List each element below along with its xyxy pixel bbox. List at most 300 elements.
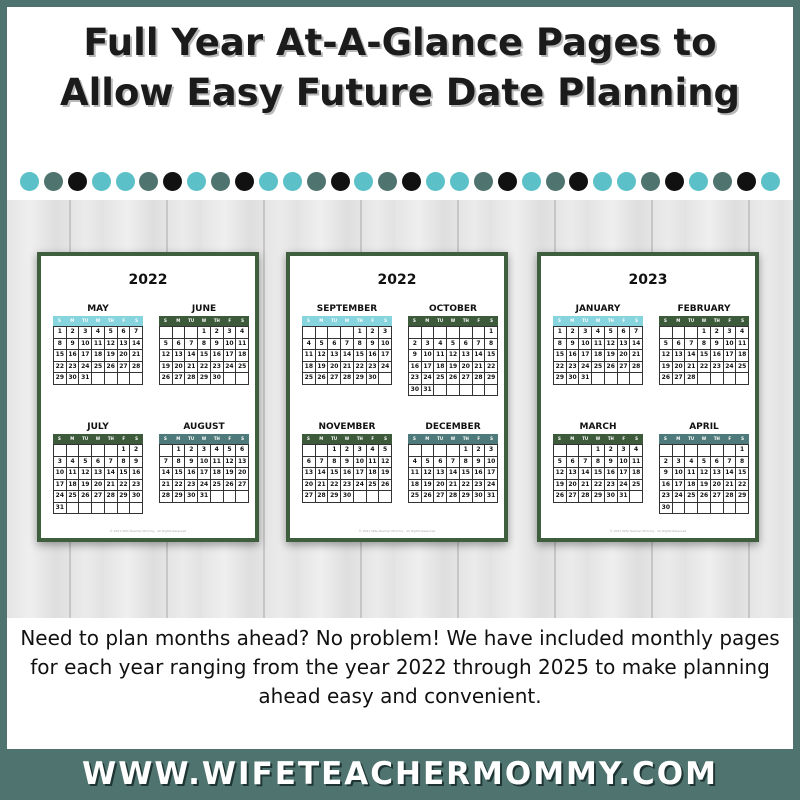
date-cell: 20 xyxy=(567,480,580,492)
weekday-label: W xyxy=(95,318,101,323)
date-cell: 14 xyxy=(724,468,737,480)
date-cell: 9 xyxy=(409,350,422,362)
date-cell: 8 xyxy=(118,457,131,469)
calendar-year: 2022 xyxy=(128,272,168,288)
date-cell: 23 xyxy=(367,362,380,374)
date-cell: 17 xyxy=(579,350,592,362)
date-cell: 7 xyxy=(630,327,643,339)
date-cell xyxy=(660,327,673,339)
date-cell: 13 xyxy=(673,350,686,362)
date-cell: 5 xyxy=(379,445,392,457)
weekday-label: TH xyxy=(107,436,114,441)
weekday-label: M xyxy=(70,318,75,323)
date-cell: 26 xyxy=(660,373,673,385)
date-cell xyxy=(224,373,237,385)
date-cell xyxy=(92,373,105,385)
month-name: MAY xyxy=(87,304,109,314)
date-cell: 18 xyxy=(236,350,249,362)
date-cell: 6 xyxy=(434,457,447,469)
date-cell: 19 xyxy=(698,480,711,492)
date-cell xyxy=(379,373,392,385)
date-cell: 14 xyxy=(316,468,329,480)
date-cell: 18 xyxy=(92,350,105,362)
date-cell: 18 xyxy=(211,468,224,480)
weekday-label: S xyxy=(557,436,561,441)
date-cell xyxy=(354,491,367,503)
date-cell xyxy=(736,503,749,515)
date-cell: 2 xyxy=(605,445,618,457)
date-cell: 17 xyxy=(198,468,211,480)
date-cell: 26 xyxy=(224,480,237,492)
date-cell: 22 xyxy=(460,480,473,492)
date-cell: 9 xyxy=(605,457,618,469)
date-cell: 22 xyxy=(354,362,367,374)
date-cell xyxy=(422,327,435,339)
date-cell: 24 xyxy=(198,480,211,492)
date-cell: 23 xyxy=(567,362,580,374)
month-name: DECEMBER xyxy=(425,422,481,432)
decorative-dot xyxy=(283,172,302,191)
decorative-dot xyxy=(498,172,517,191)
date-cell: 22 xyxy=(485,362,498,374)
date-cell: 25 xyxy=(630,480,643,492)
date-cell: 30 xyxy=(211,373,224,385)
date-cell: 7 xyxy=(685,339,698,351)
date-cell xyxy=(67,445,80,457)
wood-background xyxy=(7,200,793,618)
date-grid xyxy=(159,444,249,503)
date-cell: 24 xyxy=(224,362,237,374)
date-cell: 29 xyxy=(173,491,186,503)
date-cell xyxy=(224,491,237,503)
date-cell xyxy=(211,491,224,503)
month-calendar xyxy=(53,302,143,385)
date-cell: 19 xyxy=(79,480,92,492)
date-grid xyxy=(659,444,749,514)
date-grid xyxy=(302,326,392,385)
date-cell: 6 xyxy=(673,339,686,351)
weekday-label: TH xyxy=(607,318,614,323)
weekday-label: F xyxy=(228,318,232,323)
date-cell: 21 xyxy=(685,362,698,374)
date-cell xyxy=(447,445,460,457)
date-cell: 15 xyxy=(354,350,367,362)
weekday-label: F xyxy=(622,436,626,441)
date-cell: 28 xyxy=(473,373,486,385)
date-cell xyxy=(434,445,447,457)
date-cell: 24 xyxy=(79,362,92,374)
date-cell: 26 xyxy=(79,491,92,503)
weekday-label: TH xyxy=(462,436,469,441)
weekday-label: F xyxy=(622,318,626,323)
date-grid xyxy=(159,326,249,385)
date-cell: 30 xyxy=(185,491,198,503)
date-cell: 12 xyxy=(447,350,460,362)
date-cell: 21 xyxy=(473,362,486,374)
date-cell xyxy=(660,445,673,457)
date-cell: 21 xyxy=(160,480,173,492)
decorative-dot xyxy=(235,172,254,191)
date-cell: 16 xyxy=(605,468,618,480)
date-cell: 12 xyxy=(105,339,118,351)
date-cell: 4 xyxy=(92,327,105,339)
date-cell xyxy=(160,327,173,339)
date-cell xyxy=(673,327,686,339)
date-cell: 3 xyxy=(79,327,92,339)
date-cell: 29 xyxy=(328,491,341,503)
date-cell: 19 xyxy=(660,362,673,374)
date-cell: 28 xyxy=(630,362,643,374)
date-cell: 27 xyxy=(173,373,186,385)
date-cell: 20 xyxy=(303,480,316,492)
month-calendar xyxy=(659,420,749,514)
date-cell: 14 xyxy=(447,468,460,480)
weekday-header xyxy=(53,316,143,326)
page-footnote: © 2021 Wife Teacher Mommy · All Rights Reserved xyxy=(358,529,436,533)
decorative-dot xyxy=(378,172,397,191)
date-cell: 11 xyxy=(236,339,249,351)
date-cell: 11 xyxy=(685,468,698,480)
date-cell: 14 xyxy=(341,350,354,362)
weekday-label: S xyxy=(163,436,167,441)
date-cell: 17 xyxy=(79,350,92,362)
weekday-label: W xyxy=(595,436,601,441)
decorative-dot xyxy=(139,172,158,191)
date-cell: 19 xyxy=(224,468,237,480)
date-cell: 31 xyxy=(79,373,92,385)
date-cell: 29 xyxy=(198,373,211,385)
date-cell: 25 xyxy=(409,491,422,503)
weekday-label: S xyxy=(412,318,416,323)
date-cell: 21 xyxy=(316,480,329,492)
date-grid xyxy=(53,326,143,385)
date-cell: 11 xyxy=(409,468,422,480)
date-cell: 13 xyxy=(711,468,724,480)
date-cell: 21 xyxy=(185,362,198,374)
date-cell: 7 xyxy=(473,339,486,351)
date-cell: 13 xyxy=(460,350,473,362)
date-cell: 15 xyxy=(328,468,341,480)
weekday-label: TU xyxy=(82,436,89,441)
date-cell xyxy=(724,445,737,457)
weekday-label: S xyxy=(163,318,167,323)
date-cell: 10 xyxy=(354,457,367,469)
date-cell xyxy=(630,491,643,503)
date-cell: 22 xyxy=(592,480,605,492)
date-cell: 13 xyxy=(173,350,186,362)
date-cell: 17 xyxy=(54,480,67,492)
date-cell: 19 xyxy=(554,480,567,492)
date-cell: 2 xyxy=(130,445,143,457)
date-cell: 7 xyxy=(130,327,143,339)
date-cell: 13 xyxy=(236,457,249,469)
date-cell: 6 xyxy=(460,339,473,351)
date-cell: 19 xyxy=(316,362,329,374)
date-cell: 14 xyxy=(685,350,698,362)
weekday-label: M xyxy=(570,318,575,323)
date-cell: 4 xyxy=(367,445,380,457)
month-calendar xyxy=(408,420,498,503)
month-calendar xyxy=(159,420,249,503)
date-cell: 5 xyxy=(316,339,329,351)
date-cell: 26 xyxy=(160,373,173,385)
date-cell: 6 xyxy=(236,445,249,457)
date-cell: 24 xyxy=(579,362,592,374)
date-cell: 6 xyxy=(328,339,341,351)
date-cell: 17 xyxy=(224,350,237,362)
date-cell: 6 xyxy=(92,457,105,469)
date-cell xyxy=(630,373,643,385)
date-cell: 23 xyxy=(185,480,198,492)
date-cell: 31 xyxy=(618,491,631,503)
month-name: JUNE xyxy=(191,304,217,314)
date-cell: 22 xyxy=(54,362,67,374)
date-cell: 26 xyxy=(447,373,460,385)
month-name: APRIL xyxy=(689,422,719,432)
date-cell xyxy=(105,503,118,515)
month-name: OCTOBER xyxy=(429,304,477,314)
date-cell: 1 xyxy=(54,327,67,339)
date-cell: 5 xyxy=(160,339,173,351)
weekday-label: W xyxy=(701,318,707,323)
date-cell: 26 xyxy=(554,491,567,503)
date-cell: 20 xyxy=(673,362,686,374)
date-cell: 25 xyxy=(67,491,80,503)
date-cell: 29 xyxy=(54,373,67,385)
date-cell: 1 xyxy=(118,445,131,457)
date-cell: 7 xyxy=(724,457,737,469)
date-cell: 2 xyxy=(711,327,724,339)
date-grid xyxy=(553,326,643,385)
decorative-dot xyxy=(331,172,350,191)
decorative-dot xyxy=(569,172,588,191)
date-cell: 24 xyxy=(422,373,435,385)
date-cell: 29 xyxy=(118,491,131,503)
date-cell: 17 xyxy=(673,480,686,492)
calendar-page xyxy=(286,252,508,542)
date-cell: 2 xyxy=(367,327,380,339)
date-cell: 12 xyxy=(316,350,329,362)
date-cell xyxy=(409,327,422,339)
date-cell: 5 xyxy=(105,327,118,339)
date-cell xyxy=(447,385,460,397)
date-cell: 24 xyxy=(485,480,498,492)
weekday-label: S xyxy=(663,318,667,323)
date-cell: 3 xyxy=(224,327,237,339)
date-cell xyxy=(473,327,486,339)
weekday-label: TH xyxy=(107,318,114,323)
date-cell: 23 xyxy=(409,373,422,385)
weekday-label: TH xyxy=(713,318,720,323)
date-cell: 22 xyxy=(198,362,211,374)
date-cell: 29 xyxy=(554,373,567,385)
decorative-dot xyxy=(617,172,636,191)
date-cell: 20 xyxy=(118,350,131,362)
date-cell: 10 xyxy=(54,468,67,480)
decorative-dot xyxy=(211,172,230,191)
date-cell: 1 xyxy=(460,445,473,457)
date-cell xyxy=(673,503,686,515)
date-cell: 11 xyxy=(92,339,105,351)
date-cell: 28 xyxy=(105,491,118,503)
date-cell: 16 xyxy=(185,468,198,480)
date-cell xyxy=(67,503,80,515)
date-cell: 29 xyxy=(485,373,498,385)
date-cell xyxy=(316,327,329,339)
weekday-label: TU xyxy=(82,318,89,323)
decorative-dot-row xyxy=(20,170,780,192)
date-cell: 11 xyxy=(367,457,380,469)
date-cell: 25 xyxy=(236,362,249,374)
date-cell xyxy=(711,373,724,385)
date-cell: 12 xyxy=(379,457,392,469)
date-grid xyxy=(553,444,643,503)
weekday-label: W xyxy=(701,436,707,441)
date-cell xyxy=(328,327,341,339)
date-cell xyxy=(567,445,580,457)
date-cell: 15 xyxy=(485,350,498,362)
date-cell: 10 xyxy=(379,339,392,351)
weekday-label: S xyxy=(741,436,745,441)
date-cell: 15 xyxy=(736,468,749,480)
date-cell: 16 xyxy=(367,350,380,362)
date-cell: 2 xyxy=(341,445,354,457)
date-cell xyxy=(605,373,618,385)
date-cell: 30 xyxy=(341,491,354,503)
date-cell: 21 xyxy=(130,350,143,362)
date-cell xyxy=(303,327,316,339)
date-grid xyxy=(53,444,143,514)
decorative-dot xyxy=(354,172,373,191)
website-banner[interactable] xyxy=(0,749,800,800)
weekday-label: W xyxy=(201,318,207,323)
decorative-dot xyxy=(450,172,469,191)
weekday-header xyxy=(302,316,392,326)
date-cell: 23 xyxy=(605,480,618,492)
weekday-header xyxy=(53,434,143,444)
month-calendar xyxy=(53,420,143,514)
month-calendar xyxy=(302,420,392,503)
weekday-label: M xyxy=(676,436,681,441)
decorative-dot xyxy=(68,172,87,191)
date-cell: 19 xyxy=(379,468,392,480)
date-cell: 7 xyxy=(105,457,118,469)
date-cell: 8 xyxy=(554,339,567,351)
date-cell: 28 xyxy=(185,373,198,385)
date-cell xyxy=(316,445,329,457)
weekday-label: W xyxy=(344,318,350,323)
weekday-label: S xyxy=(241,436,245,441)
weekday-label: S xyxy=(57,318,61,323)
weekday-label: M xyxy=(425,436,430,441)
weekday-label: TU xyxy=(188,318,195,323)
weekday-label: M xyxy=(176,436,181,441)
date-cell: 16 xyxy=(409,362,422,374)
date-cell: 4 xyxy=(409,457,422,469)
weekday-label: TH xyxy=(213,318,220,323)
weekday-label: TH xyxy=(356,318,363,323)
date-cell: 4 xyxy=(211,445,224,457)
weekday-label: F xyxy=(477,318,481,323)
date-cell: 21 xyxy=(630,350,643,362)
month-calendar xyxy=(659,302,749,385)
date-cell xyxy=(236,373,249,385)
decorative-dot xyxy=(259,172,278,191)
decorative-dot xyxy=(593,172,612,191)
date-cell: 25 xyxy=(92,362,105,374)
date-cell: 30 xyxy=(367,373,380,385)
date-cell: 9 xyxy=(367,339,380,351)
date-cell: 31 xyxy=(485,491,498,503)
date-cell: 9 xyxy=(711,339,724,351)
weekday-label: M xyxy=(319,318,324,323)
date-cell: 14 xyxy=(185,350,198,362)
date-cell: 9 xyxy=(130,457,143,469)
weekday-label: W xyxy=(450,436,456,441)
date-cell: 27 xyxy=(618,362,631,374)
website-url[interactable]: WWW.WIFETEACHERMOMMY.COM xyxy=(82,756,718,792)
date-cell: 5 xyxy=(447,339,460,351)
page-footnote: © 2021 Wife Teacher Mommy · All Rights Reserved xyxy=(109,529,187,533)
date-cell: 12 xyxy=(79,468,92,480)
decorative-dot xyxy=(713,172,732,191)
date-cell xyxy=(434,385,447,397)
date-cell: 24 xyxy=(379,362,392,374)
date-cell: 12 xyxy=(160,350,173,362)
date-cell: 3 xyxy=(618,445,631,457)
date-cell: 29 xyxy=(736,491,749,503)
date-cell: 27 xyxy=(118,362,131,374)
date-cell: 28 xyxy=(160,491,173,503)
weekday-label: F xyxy=(728,436,732,441)
weekday-label: F xyxy=(228,436,232,441)
weekday-label: TH xyxy=(213,436,220,441)
date-cell: 27 xyxy=(460,373,473,385)
date-cell: 4 xyxy=(685,457,698,469)
date-cell: 10 xyxy=(579,339,592,351)
weekday-label: S xyxy=(384,436,388,441)
date-cell: 8 xyxy=(328,457,341,469)
date-cell: 13 xyxy=(618,339,631,351)
date-cell: 4 xyxy=(592,327,605,339)
headline xyxy=(0,18,800,118)
date-cell: 23 xyxy=(660,491,673,503)
date-cell: 21 xyxy=(447,480,460,492)
date-cell: 20 xyxy=(173,362,186,374)
decorative-dot xyxy=(163,172,182,191)
date-cell: 28 xyxy=(685,373,698,385)
date-cell: 19 xyxy=(105,350,118,362)
date-cell: 19 xyxy=(160,362,173,374)
date-cell: 7 xyxy=(185,339,198,351)
date-cell xyxy=(105,445,118,457)
date-cell: 11 xyxy=(434,350,447,362)
date-cell: 30 xyxy=(605,491,618,503)
date-cell: 18 xyxy=(67,480,80,492)
weekday-label: F xyxy=(371,318,375,323)
weekday-label: M xyxy=(319,436,324,441)
date-cell: 27 xyxy=(328,373,341,385)
date-cell: 24 xyxy=(724,362,737,374)
date-cell: 27 xyxy=(673,373,686,385)
date-cell: 9 xyxy=(341,457,354,469)
date-cell: 19 xyxy=(422,480,435,492)
date-cell xyxy=(698,445,711,457)
decorative-dot xyxy=(474,172,493,191)
date-cell: 21 xyxy=(724,480,737,492)
decorative-dot xyxy=(737,172,756,191)
date-cell: 23 xyxy=(211,362,224,374)
